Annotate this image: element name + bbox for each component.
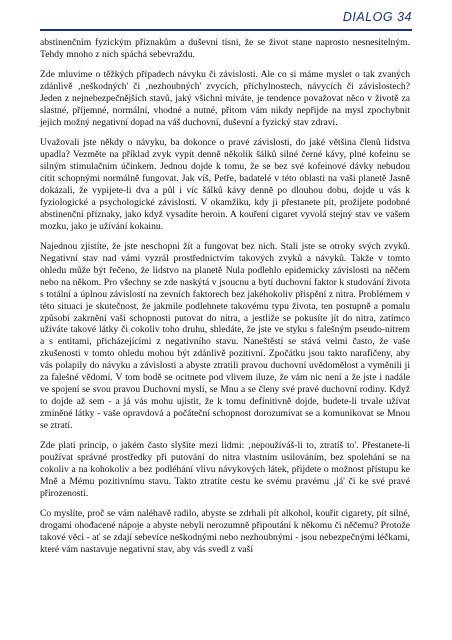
- paragraph: Najednou zjistíte, že jste neschopni žít a fungovat bez nich. Stali jste se otroky svých zvyků. Negativní stav nad vámi vyzrál prostřednictvím takových zvyků a návyků. Takže v tomto ohledu může být řečeno, že lidstvo na planetě Nula podlehlo epidemicky závislosti na něčem nebo na někom. Pro všechny se zde naskýtá v jsoucnu a bytí duchovní faktor k studování života s totální a úplnou závislostí na zevních faktorech bez jakéhokoliv přispění z nitra. Problémem v této situaci je skutečnost, že jakmile podlehnete takovému typu života, ten postupně a pomalu způsobí zakrnění vaší schopnosti putovat do nitra, a jestliže se pokusíte jít do nitra, zatímco užíváte takové látky či cokoliv toho druhu, shledáte, že jste ve styku s falešným pseudo-nitrem a s entitami, přicházejícími z negativního stavu. Naneštěstí se stává velmi často, že vaše zkušenosti v tomto ohledu mohou být zdánlivě pozitivní. Zpočátku jsou takto narafičeny, aby vás polapily do návyku a závislosti a abyste ztratili pravou duchovní uvědomělost a vyměnili ji za falešné vědomí. V tom bodě se ocitnete pod vlivem iluze, že vám nic není a že jste i nadále ve spojení se svou pravou Duchovní myslí, se Mnu a se členy své pravé duchovní rodiny. Když to dojde až sem - a já vás mohu ujistit, že k tomu definitivně dojde, budete-li trvale užívat zmíněné látky - vaše opravdová a počáteční schopnost dorozumívat se a komunikovat se Mnou se ztratí.: [40, 241, 410, 431]
- paragraph: Zde mluvíme o těžkých případech návyku či závislosti. Ale co si máme myslet o tak zvaných zdánlivě ‚neškodných' či ‚nezhoubných' zvycích, příchylnostech, návycích či závislostech? Jeden z nejnebezpečnějších stavů, jaký všichni míváte, je tendence považovat něco v životě za slastné, příjemné, normální, vhodné a nutné, přitom vám nikdy nepřijde na mysl zpochybnit jejich možný negativní dopad na váš duchovní, duševní a fyzický stav zdraví.: [40, 69, 410, 128]
- document-body: [40, 37, 410, 564]
- page-title: DIALOG 34: [342, 10, 412, 24]
- paragraph: abstinenčním fyzickým příznakům a duševní tísni, že se život stane naprosto nesnesitelným. Tehdy mnoho z nich spáchá sebevraždu.: [40, 37, 410, 60]
- header-divider: [40, 29, 412, 31]
- paragraph: Zde platí princip, o jakém často slyšíte mezi lidmi: ‚nepoužíváš-li to, ztratíš to'. Přestanete-li používat správné prostředky při putování do nitra vlastním usilováním, bez spolehání se na cokoliv a na kohokoliv a bez podléhání vlivu návykových látek, přijdete o možnost přístupu ke Mně a Mému pozitivnímu stavu. Takto ztratíte cestu ke svému pravému ‚já' či ke své pravé přirozenosti.: [40, 440, 410, 499]
- paragraph: Uvažovali jste někdy o návyku, ba dokonce o pravé závislosti, do jaké většina členů lidstva upadla? Vezměte na příklad zvyk vypít denně několik šálků silné černé kávy, plné kofeinu se silným stimulačním účinkem. Jednou dojde k tomu, že se bez své kofeinové dávky nebudou cítit schopnými normálně fungovat. Jak víš, Petře, badatelé v této oblasti na vaší planetě Jasně dokázali, že vypijete-li dva a půl i víc šálků kávy denně po dlouhou dobu, dojde u vás k fyziologické a psychologické závislosti. V okamžiku, kdy ji přestanete pít, prožijete podobné abstinenční příznaky, jako když vysadíte heroin. A kouření cigaret vyvolá stejný stav ve vašem mozku, jako je užívání kokainu.: [40, 137, 410, 232]
- paragraph: Co myslíte, proč se vám naléhavě radilo, abyste se zdrhali pít alkohol, kouřit cigarety, pít silné, drogami ohođacené nápoje a abyste nebyli nerozumně připoutáni k někomu či něčemu? Protože takové věci - ať se zdají sebevíce neškodnými nebo nezhoubnými - jsou nebezpečnými léčkami, které vám nastavuje negativní stav, aby vás svedl z vaší: [40, 508, 410, 555]
- page-header: [40, 8, 412, 30]
